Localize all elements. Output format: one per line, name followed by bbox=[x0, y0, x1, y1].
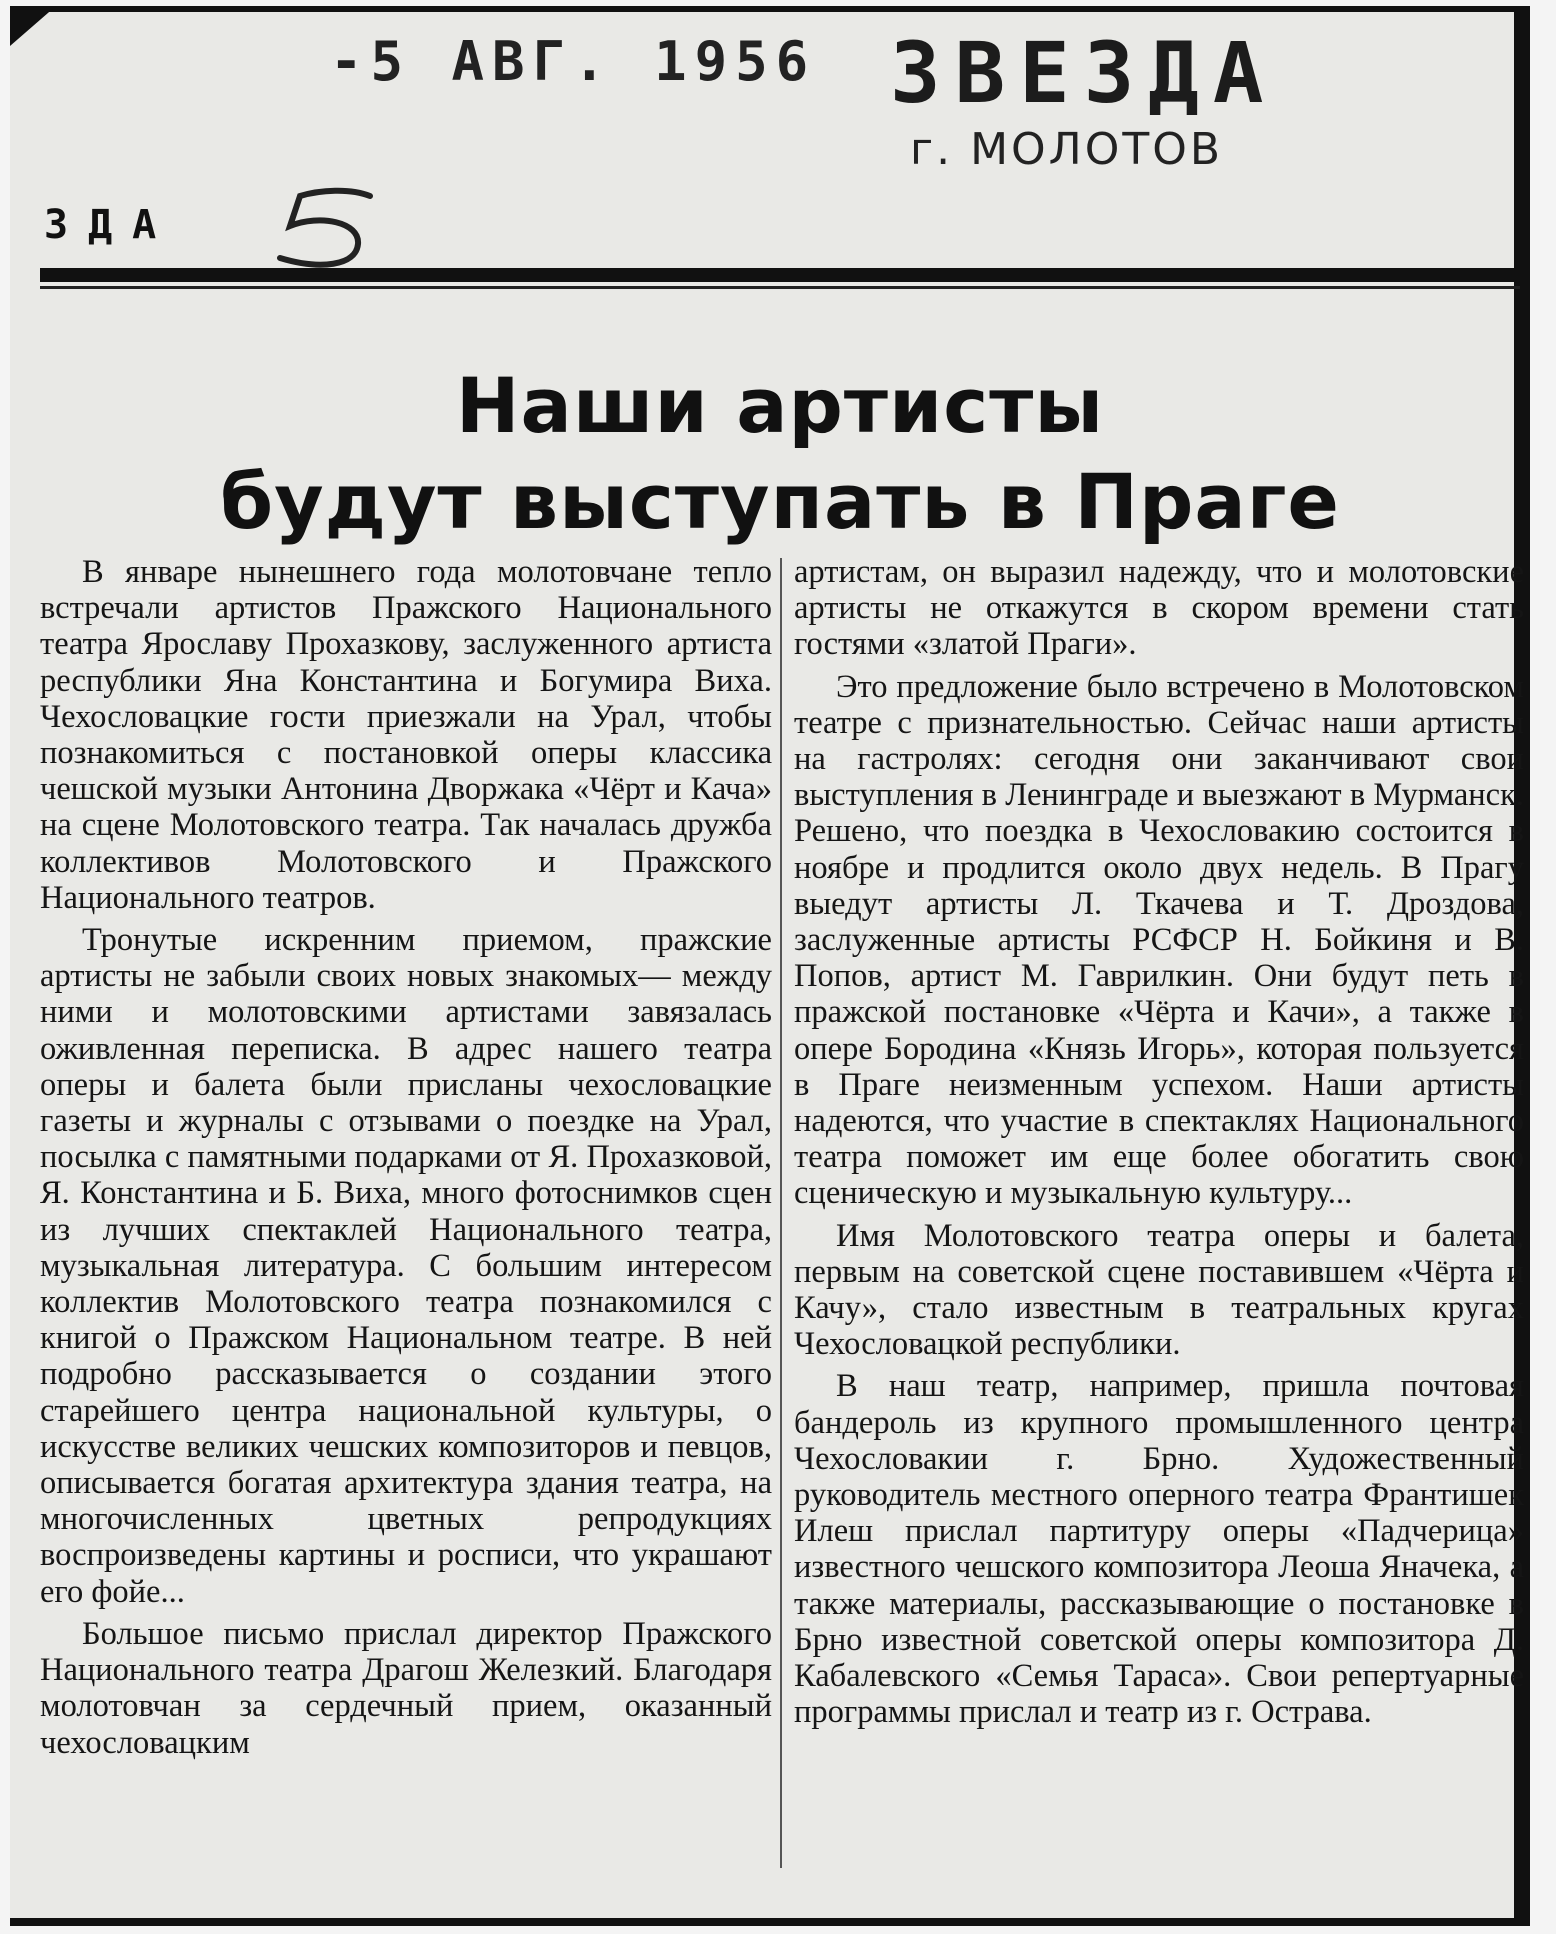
paragraph: Тронутые искренним приемом, пражские артисты не забыли своих новых знакомых— между ними и молотовскими артистами завязалась оживленная переписка. В адрес нашего театра оперы и балета были присланы чехословацкие газеты и журналы с отзывами о поездке на Урал, посылка с памятными подарками от Я. Прохазковой, Я. Константина и Б. Виха, много фотоснимков сцен из лучших спектаклей Национального театра, музыкальная литература. С большим интересом коллектив Молотовского театра познакомился с книгой о Пражском Национальном театре. В ней подробно рассказывается о создании этого старейшего центра национальной культуры, о искусстве великих чешских композиторов и певцов, описывается богатая архитектура здания театра, на многочисленных цветных репродукциях воспроизведены картины и росписи, что украшают его фойе... bbox=[40, 922, 772, 1610]
headline-line-1: Наши артисты bbox=[455, 361, 1105, 450]
paragraph: Большое письмо прислал директор Пражского Национального театра Драгош Железкий. Благодаря молотовчан за сердечный прием, оказанный чехословацким bbox=[40, 1615, 772, 1761]
scan-corner bbox=[10, 6, 56, 46]
article-headline bbox=[50, 358, 1510, 550]
column-divider bbox=[780, 558, 782, 1868]
paragraph: Это предложение было встречено в Молотовском театре с признательностью. Сейчас наши артисты на гастролях: сегодня они заканчивают свои выступления в Ленинграде и выезжают в Мурманск. Решено, что поездка в Чехословакию состоится в ноябре и продлится около двух недель. В Прагу выедут артисты Л. Ткачева и Т. Дроздова, заслуженные артисты РСФСР Н. Бойкиня и В. Попов, артист М. Гаврилкин. Они будут петь в пражской постановке «Чёрта и Качи», а также в опере Бородина «Князь Игорь», которая пользуется в Праге неизменным успехом. Наши артисты надеются, что участие в спектаклях Национального театра поможет им еще более обогатить свою сценическую и музыкальную культуру... bbox=[794, 668, 1524, 1212]
scan-border-top bbox=[10, 6, 1530, 12]
newspaper-clipping bbox=[10, 6, 1530, 1926]
newspaper-name-stamp: ЗВЕЗДА bbox=[890, 24, 1278, 122]
headline-line-2: будут выступать в Праге bbox=[220, 457, 1340, 546]
article-column-right bbox=[794, 554, 1524, 1737]
handwritten-number-mark bbox=[260, 174, 390, 274]
city-stamp: г. МОЛОТОВ bbox=[910, 124, 1224, 175]
scan-border-bottom bbox=[10, 1918, 1530, 1926]
paragraph: артистам, он выразил надежду, что и молотовские артисты не откажутся в скором времени стать гостями «златой Праги». bbox=[794, 554, 1524, 663]
masthead-rule-thin bbox=[40, 286, 1520, 289]
paragraph: В январе нынешнего года молотовчане тепло встречали артистов Пражского Национального театра Ярославу Прохазкову, заслуженного артиста республики Яна Константина и Богумира Виха. Чехословацкие гости приезжали на Урал, чтобы познакомиться с постановкой оперы классика чешской музыки Антонина Дворжака «Чёрт и Кача» на сцене Молотовского театра. Так началась дружба коллективов Молотовского и Пражского Национального театров. bbox=[40, 554, 772, 916]
masthead-rule bbox=[40, 268, 1520, 282]
paragraph: Имя Молотовского театра оперы и балета, первым на советской сцене поставившем «Чёрта и Качу», стало известным в театральных кругах Чехословацкой республики. bbox=[794, 1217, 1524, 1363]
article-column-left bbox=[40, 554, 772, 1767]
paragraph: В наш театр, например, пришла почтовая бандероль из крупного промышленного центра Чехословакии г. Брно. Художественный руководитель местного оперного театра Франтишек Илеш прислал партитуру оперы «Падчерица» известного чешского композитора Леоша Яначека, а также материалы, рассказывающие о постановке в Брно известной советской оперы композитора Д. Кабалевского «Семья Тараса». Свои репертуарные программы прислал и театр из г. Острава. bbox=[794, 1368, 1524, 1731]
date-stamp: -5 АВГ. 1956 bbox=[330, 30, 817, 93]
masthead-fragment: ЗДА bbox=[44, 202, 177, 248]
